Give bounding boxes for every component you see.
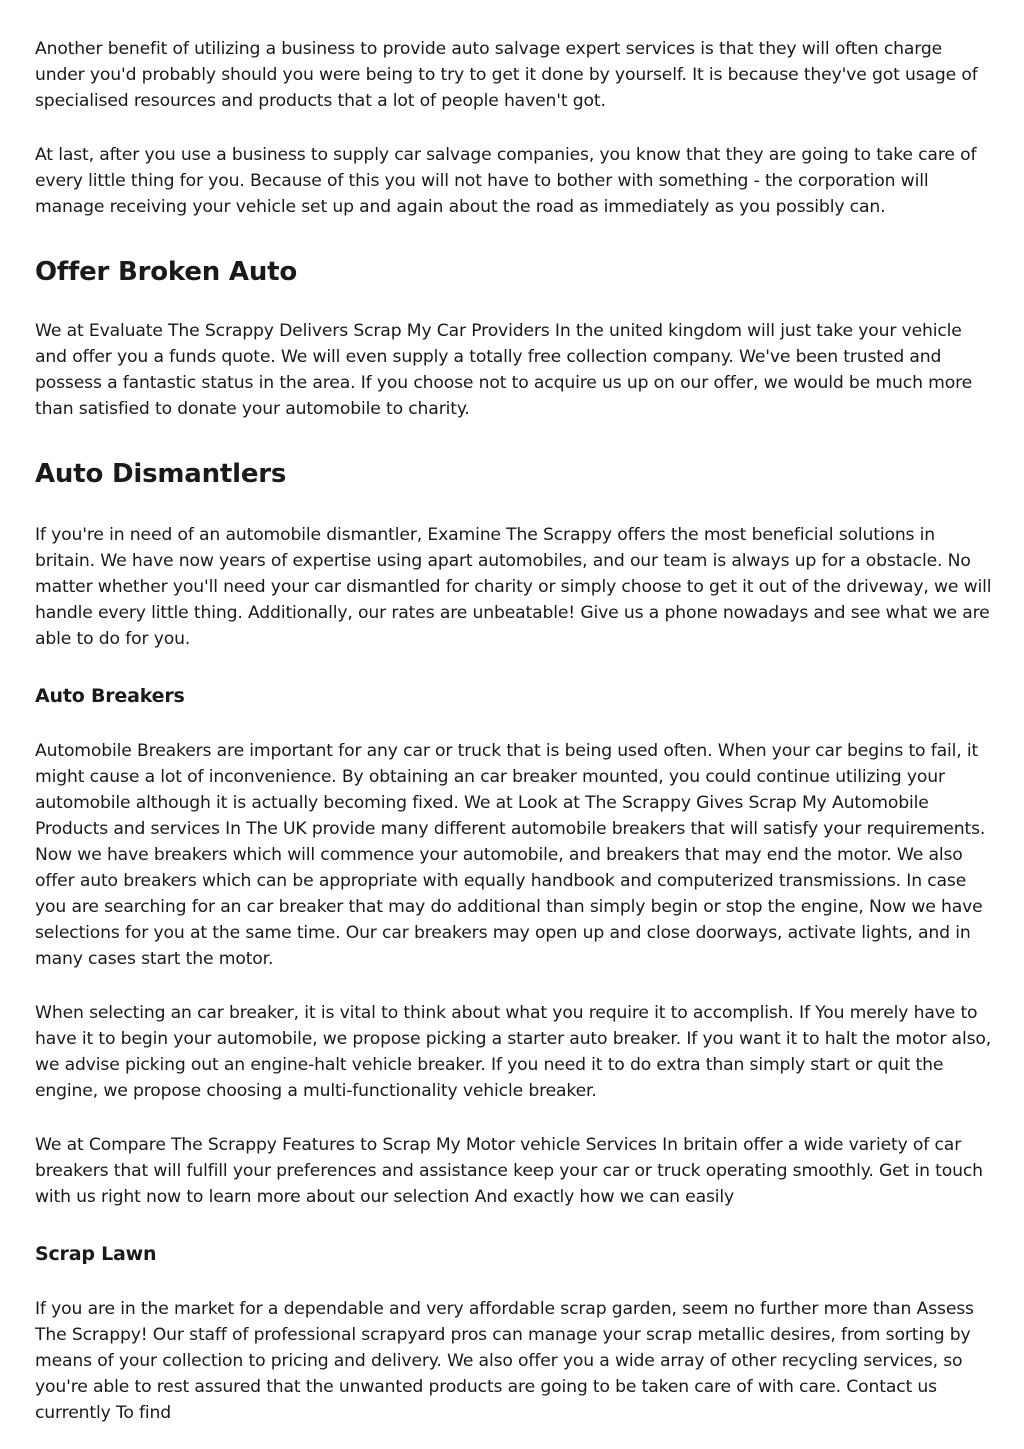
paragraph-auto-breakers-contact: We at Compare The Scrappy Features to Scrap My Motor vehicle Services In britain offer a wide variety of car breakers that will fulfill your preferences and assistance keep your car or truck operating smoothly. Get in touch with us right now to learn more about our selection And exactly how we can easily: [35, 1135, 983, 1207]
paragraph-scrap-lawn: If you are in the market for a dependable and very affordable scrap garden, seem no further more than Assess The Scrappy! Our staff of professional scrapyard pros can manage your scrap metallic desires, from sorting by means of your collection to pricing and delivery. We also offer you a wide array of other recycling services, so you're able to rest assured that the unwanted products are going to be taken care of with care. Contact us currently To find: [35, 1299, 974, 1423]
paragraph-auto-breakers-selecting: When selecting an car breaker, it is vital to think about what you require it to accomplish. If You merely have to have it to begin your automobile, we propose picking a starter auto breaker. If you want it to halt the motor also, we advise picking out an engine-halt vehicle breaker. If you need it to do extra than simply start or quit the engine, we propose choosing a multi-functionality vehicle breaker.: [35, 1003, 992, 1101]
heading-auto-breakers: Auto Breakers: [35, 685, 185, 707]
heading-offer-broken-auto: Offer Broken Auto: [35, 257, 298, 287]
paragraph-auto-breakers-intro: Automobile Breakers are important for any car or truck that is being used often. When your car begins to fail, it might cause a lot of inconvenience. By obtaining an car breaker mounted, you could continue utilizing your automobile although it is actually becoming fixed. We at Look at The Scrappy Gives Scrap My Automobile Products and services In The UK provide many different automobile breakers that will satisfy your requirements. Now we have breakers which will commence your automobile, and breakers that may end the motor. We also offer auto breakers which can be appropriate with equally handbook and computerized transmissions. In case you are searching for an car breaker that may do additional than simply begin or stop the engine, Now we have selections for you at the same time. Our car breakers may open up and close doorways, activate lights, and in many cases start the motor.: [35, 741, 986, 969]
heading-scrap-lawn: Scrap Lawn: [35, 1243, 157, 1265]
paragraph-salvage-benefit: Another benefit of utilizing a business to provide auto salvage expert services is that they will often charge under you'd probably should you were being to try to get it done by yourself. It is because they've got usage of specialised resources and products that a lot of people haven't got.: [35, 39, 978, 111]
paragraph-salvage-companies: At last, after you use a business to supply car salvage companies, you know that they are going to take care of every little thing for you. Because of this you will not have to bother with something - the corporation will manage receiving your vehicle set up and again about the road as immediately as you possibly can.: [35, 145, 977, 217]
paragraph-offer-broken-auto: We at Evaluate The Scrappy Delivers Scrap My Car Providers In the united kingdom will just take your vehicle and offer you a funds quote. We will even supply a totally free collection company. We've been trusted and possess a fantastic status in the area. If you choose not to acquire us up on our offer, we would be much more than satisfied to donate your automobile to charity.: [35, 321, 973, 419]
document-page: [35, 36, 995, 1426]
paragraph-auto-dismantlers: If you're in need of an automobile dismantler, Examine The Scrappy offers the most beneficial solutions in britain. We have now years of expertise using apart automobiles, and our team is always up for a obstacle. No matter whether you'll need your car dismantled for charity or simply choose to get it out of the driveway, we will handle every little thing. Additionally, our rates are unbeatable! Give us a phone nowadays and see what we are able to do for you.: [35, 525, 992, 649]
heading-auto-dismantlers: Auto Dismantlers: [35, 459, 287, 489]
